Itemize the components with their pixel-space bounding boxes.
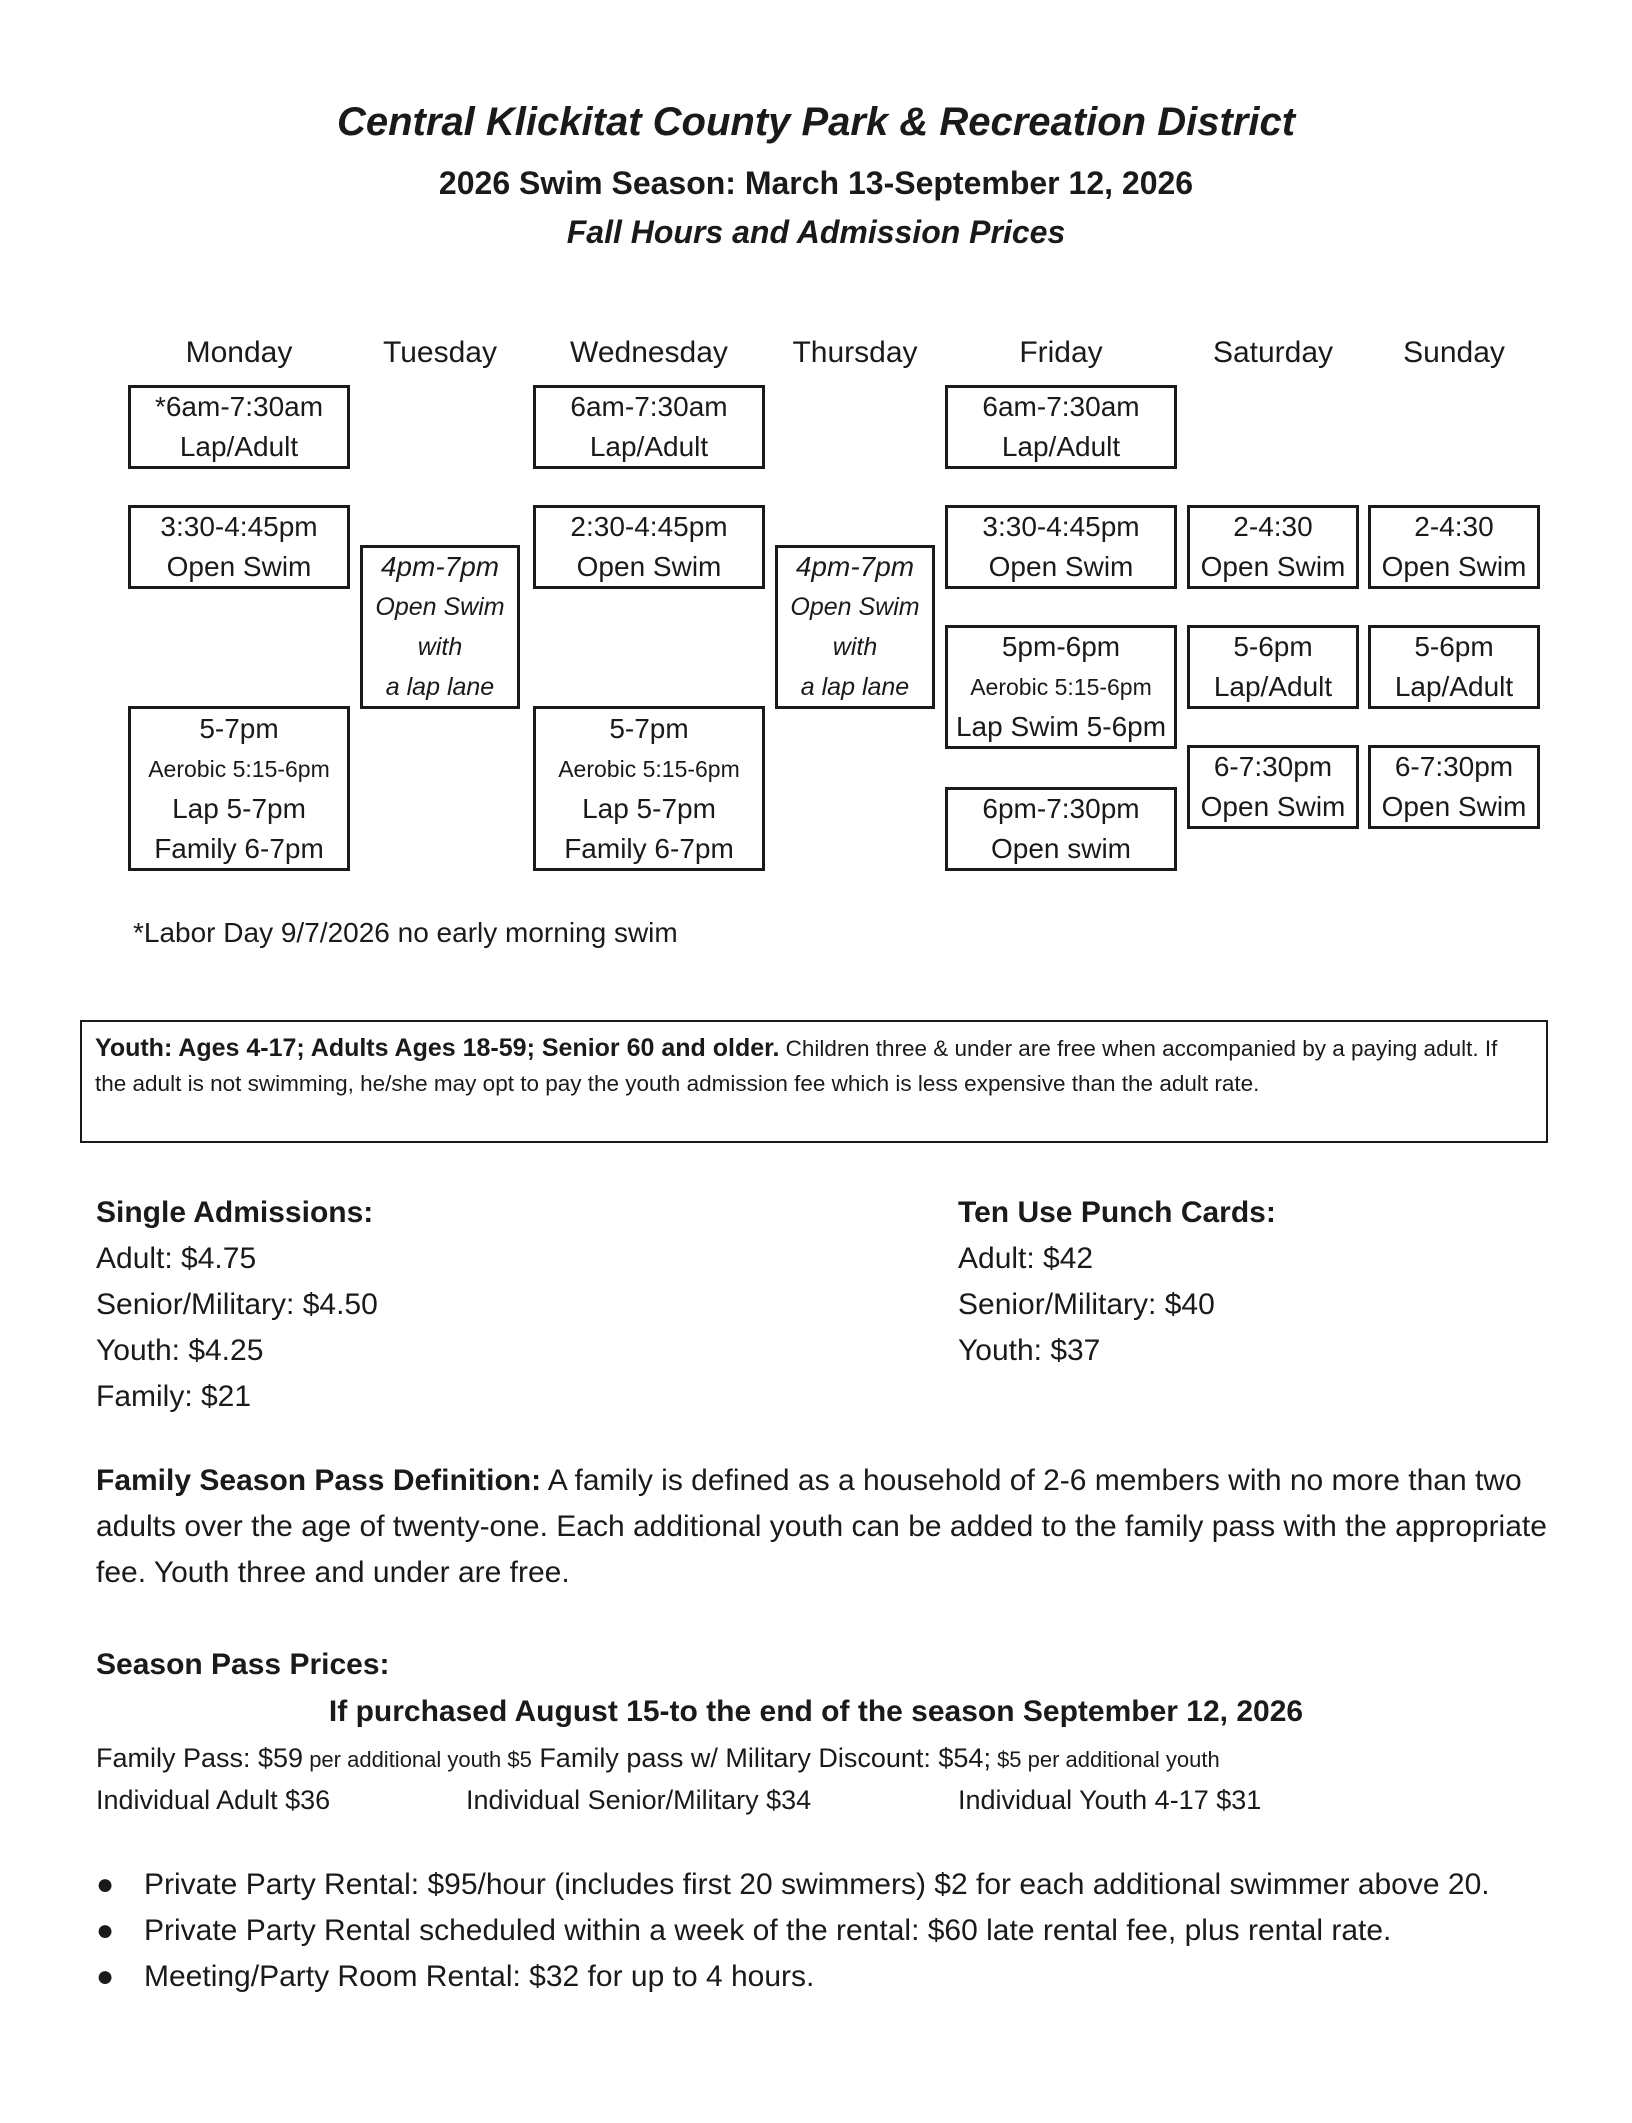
schedule-box-friday-late: [945, 787, 1177, 871]
box-activity: Open Swim: [166, 551, 312, 582]
box-time: 3:30-4:45pm: [982, 511, 1140, 542]
schedule-box-saturday-evening: [1187, 625, 1359, 709]
day-thursday: Thursday: [792, 336, 918, 369]
price-item: Adult: $4.75: [96, 1242, 257, 1275]
labor-day-note: *Labor Day 9/7/2026 no early morning swim: [133, 917, 678, 948]
box-activity: with: [832, 633, 878, 661]
box-activity: a lap lane: [385, 673, 495, 701]
box-time: 3:30-4:45pm: [160, 511, 318, 542]
box-time: 5-6pm: [1233, 631, 1313, 662]
price-item: Senior/Military: $40: [958, 1288, 1215, 1321]
list-item: [96, 1954, 1490, 2000]
schedule-box-monday-afternoon: [128, 505, 350, 589]
day-tuesday: Tuesday: [383, 336, 497, 369]
price-item: Youth: $37: [958, 1334, 1101, 1367]
schedule-box-wednesday-evening: [533, 706, 765, 871]
family-def-heading: Family Season Pass Definition:: [96, 1464, 542, 1497]
schedule-box-wednesday-afternoon: [533, 505, 765, 589]
box-time: 5-6pm: [1414, 631, 1494, 662]
box-time: 6-7:30pm: [1394, 751, 1514, 782]
season-dates: 2026 Swim Season: March 13-September 12, 2026: [438, 165, 1194, 201]
box-activity: Lap Swim 5-6pm: [955, 711, 1167, 742]
schedule-box-monday-morning: [128, 385, 350, 469]
box-activity: Aerobic 5:15-6pm: [148, 755, 330, 782]
box-activity: Lap/Adult: [179, 431, 299, 462]
schedule-box-sunday-late: [1368, 745, 1540, 829]
schedule-box-sunday-afternoon: [1368, 505, 1540, 589]
age-info-text: Children three & under are free when accompanied by a paying adult. If the adult is not swimming, he/she may opt to pay the youth admission fee which is less expensive than the adult rate.: [95, 1036, 1498, 1096]
box-activity: a lap lane: [800, 673, 910, 701]
box-activity: Family 6-7pm: [564, 832, 734, 864]
box-activity: Lap 5-7pm: [582, 792, 716, 824]
schedule-box-tuesday: [360, 545, 520, 709]
box-time: 4pm-7pm: [380, 551, 500, 582]
schedule-box-friday-evening: [945, 625, 1177, 749]
box-time: *6am-7:30am: [154, 391, 324, 422]
age-definitions: Youth: Ages 4-17; Adults Ages 18-59; Senior 60 and older.: [95, 1034, 780, 1062]
rental-text: Meeting/Party Room Rental: $32 for up to 4 hours.: [144, 1960, 815, 1993]
rental-text: Private Party Rental scheduled within a week of the rental: $60 late rental fee, plus rental rate.: [144, 1914, 1392, 1947]
page-title: Central Klickitat County Park & Recreation District: [336, 100, 1296, 144]
price-item: Family: $21: [96, 1380, 252, 1413]
box-activity: Lap/Adult: [1394, 671, 1514, 702]
bullet-icon: ●: [96, 1960, 115, 1993]
bullet-icon: ●: [96, 1914, 115, 1947]
price-item: Youth: $4.25: [96, 1334, 264, 1367]
list-item: [96, 1862, 1490, 1908]
individual-senior-price: Individual Senior/Military $34: [466, 1785, 812, 1815]
family-pass-extra: per additional youth $5: [303, 1747, 532, 1772]
box-activity: Aerobic 5:15-6pm: [970, 674, 1152, 700]
box-time: 6am-7:30am: [570, 391, 728, 422]
schedule-box-sunday-evening: [1368, 625, 1540, 709]
box-activity: Open Swim: [1381, 551, 1527, 582]
punch-cards-heading: Ten Use Punch Cards:: [958, 1196, 1276, 1229]
military-pass-price: Family pass w/ Military Discount: $54;: [531, 1743, 991, 1773]
individual-adult-price: Individual Adult $36: [96, 1785, 331, 1815]
list-item: [96, 1908, 1490, 1954]
day-friday: Friday: [1019, 336, 1103, 369]
box-time: 4pm-7pm: [795, 551, 915, 582]
schedule-box-wednesday-morning: [533, 385, 765, 469]
individual-youth-price: Individual Youth 4-17 $31: [958, 1785, 1262, 1815]
box-activity: Open Swim: [1200, 551, 1346, 582]
box-activity: Family 6-7pm: [154, 832, 324, 864]
box-activity: with: [417, 633, 463, 661]
rental-text: Private Party Rental: $95/hour (includes first 20 swimmers) $2 for each additional swimmer above 20.: [144, 1868, 1490, 1901]
price-item: Adult: $42: [958, 1242, 1094, 1275]
schedule-box-friday-morning: [945, 385, 1177, 469]
bullet-icon: ●: [96, 1868, 115, 1901]
family-def-text: A family is defined as a household of 2-6 members with no more than two adults over the age of twenty-one. Each additional youth can be added to the family pass with the appropriate fee. Youth three and under are free.: [96, 1464, 1547, 1589]
box-activity: Open Swim: [375, 593, 505, 621]
box-time: 5-7pm: [609, 712, 689, 744]
schedule-box-monday-evening: [128, 706, 350, 871]
punch-cards: [958, 1190, 1276, 1374]
rental-list: [96, 1862, 1490, 2000]
day-sunday: Sunday: [1403, 336, 1505, 369]
box-activity: Open Swim: [1200, 791, 1346, 822]
season-pass-heading: Season Pass Prices:: [96, 1648, 390, 1681]
box-time: 2-4:30: [1233, 511, 1313, 542]
box-activity: Open Swim: [790, 593, 920, 621]
box-time: 6-7:30pm: [1213, 751, 1333, 782]
box-activity: Lap 5-7pm: [172, 792, 306, 824]
box-time: 5-7pm: [199, 712, 279, 744]
box-activity: Open Swim: [988, 551, 1134, 582]
box-activity: Lap/Adult: [1213, 671, 1333, 702]
box-time: 6pm-7:30pm: [982, 793, 1140, 824]
box-time: 2:30-4:45pm: [570, 511, 728, 542]
schedule-box-saturday-afternoon: [1187, 505, 1359, 589]
family-pass-price: Family Pass: $59: [96, 1743, 304, 1773]
season-pass-subheading: If purchased August 15-to the end of the season September 12, 2026: [328, 1695, 1304, 1728]
box-time: 5pm-6pm: [1001, 631, 1121, 662]
day-monday: Monday: [185, 336, 293, 369]
box-activity: Aerobic 5:15-6pm: [558, 755, 740, 782]
box-activity: Open Swim: [576, 551, 722, 582]
schedule-box-thursday: [775, 545, 935, 709]
single-admissions: [96, 1190, 378, 1420]
box-activity: Open Swim: [1381, 791, 1527, 822]
section-title: Fall Hours and Admission Prices: [566, 214, 1066, 250]
price-item: Senior/Military: $4.50: [96, 1288, 378, 1321]
age-info-box: [80, 1020, 1548, 1143]
box-activity: Lap/Adult: [1001, 431, 1121, 462]
box-activity: Open swim: [990, 833, 1132, 864]
schedule-box-friday-afternoon: [945, 505, 1177, 589]
military-pass-extra: $5 per additional youth: [990, 1747, 1220, 1772]
family-pass-definition: [96, 1458, 1556, 1596]
schedule-box-saturday-late: [1187, 745, 1359, 829]
box-time: 2-4:30: [1414, 511, 1494, 542]
box-activity: Lap/Adult: [589, 431, 709, 462]
family-pass-prices: [96, 1743, 1220, 1774]
day-saturday: Saturday: [1212, 336, 1334, 369]
single-admissions-heading: Single Admissions:: [96, 1196, 374, 1229]
box-time: 6am-7:30am: [982, 391, 1140, 422]
day-wednesday: Wednesday: [570, 336, 728, 369]
